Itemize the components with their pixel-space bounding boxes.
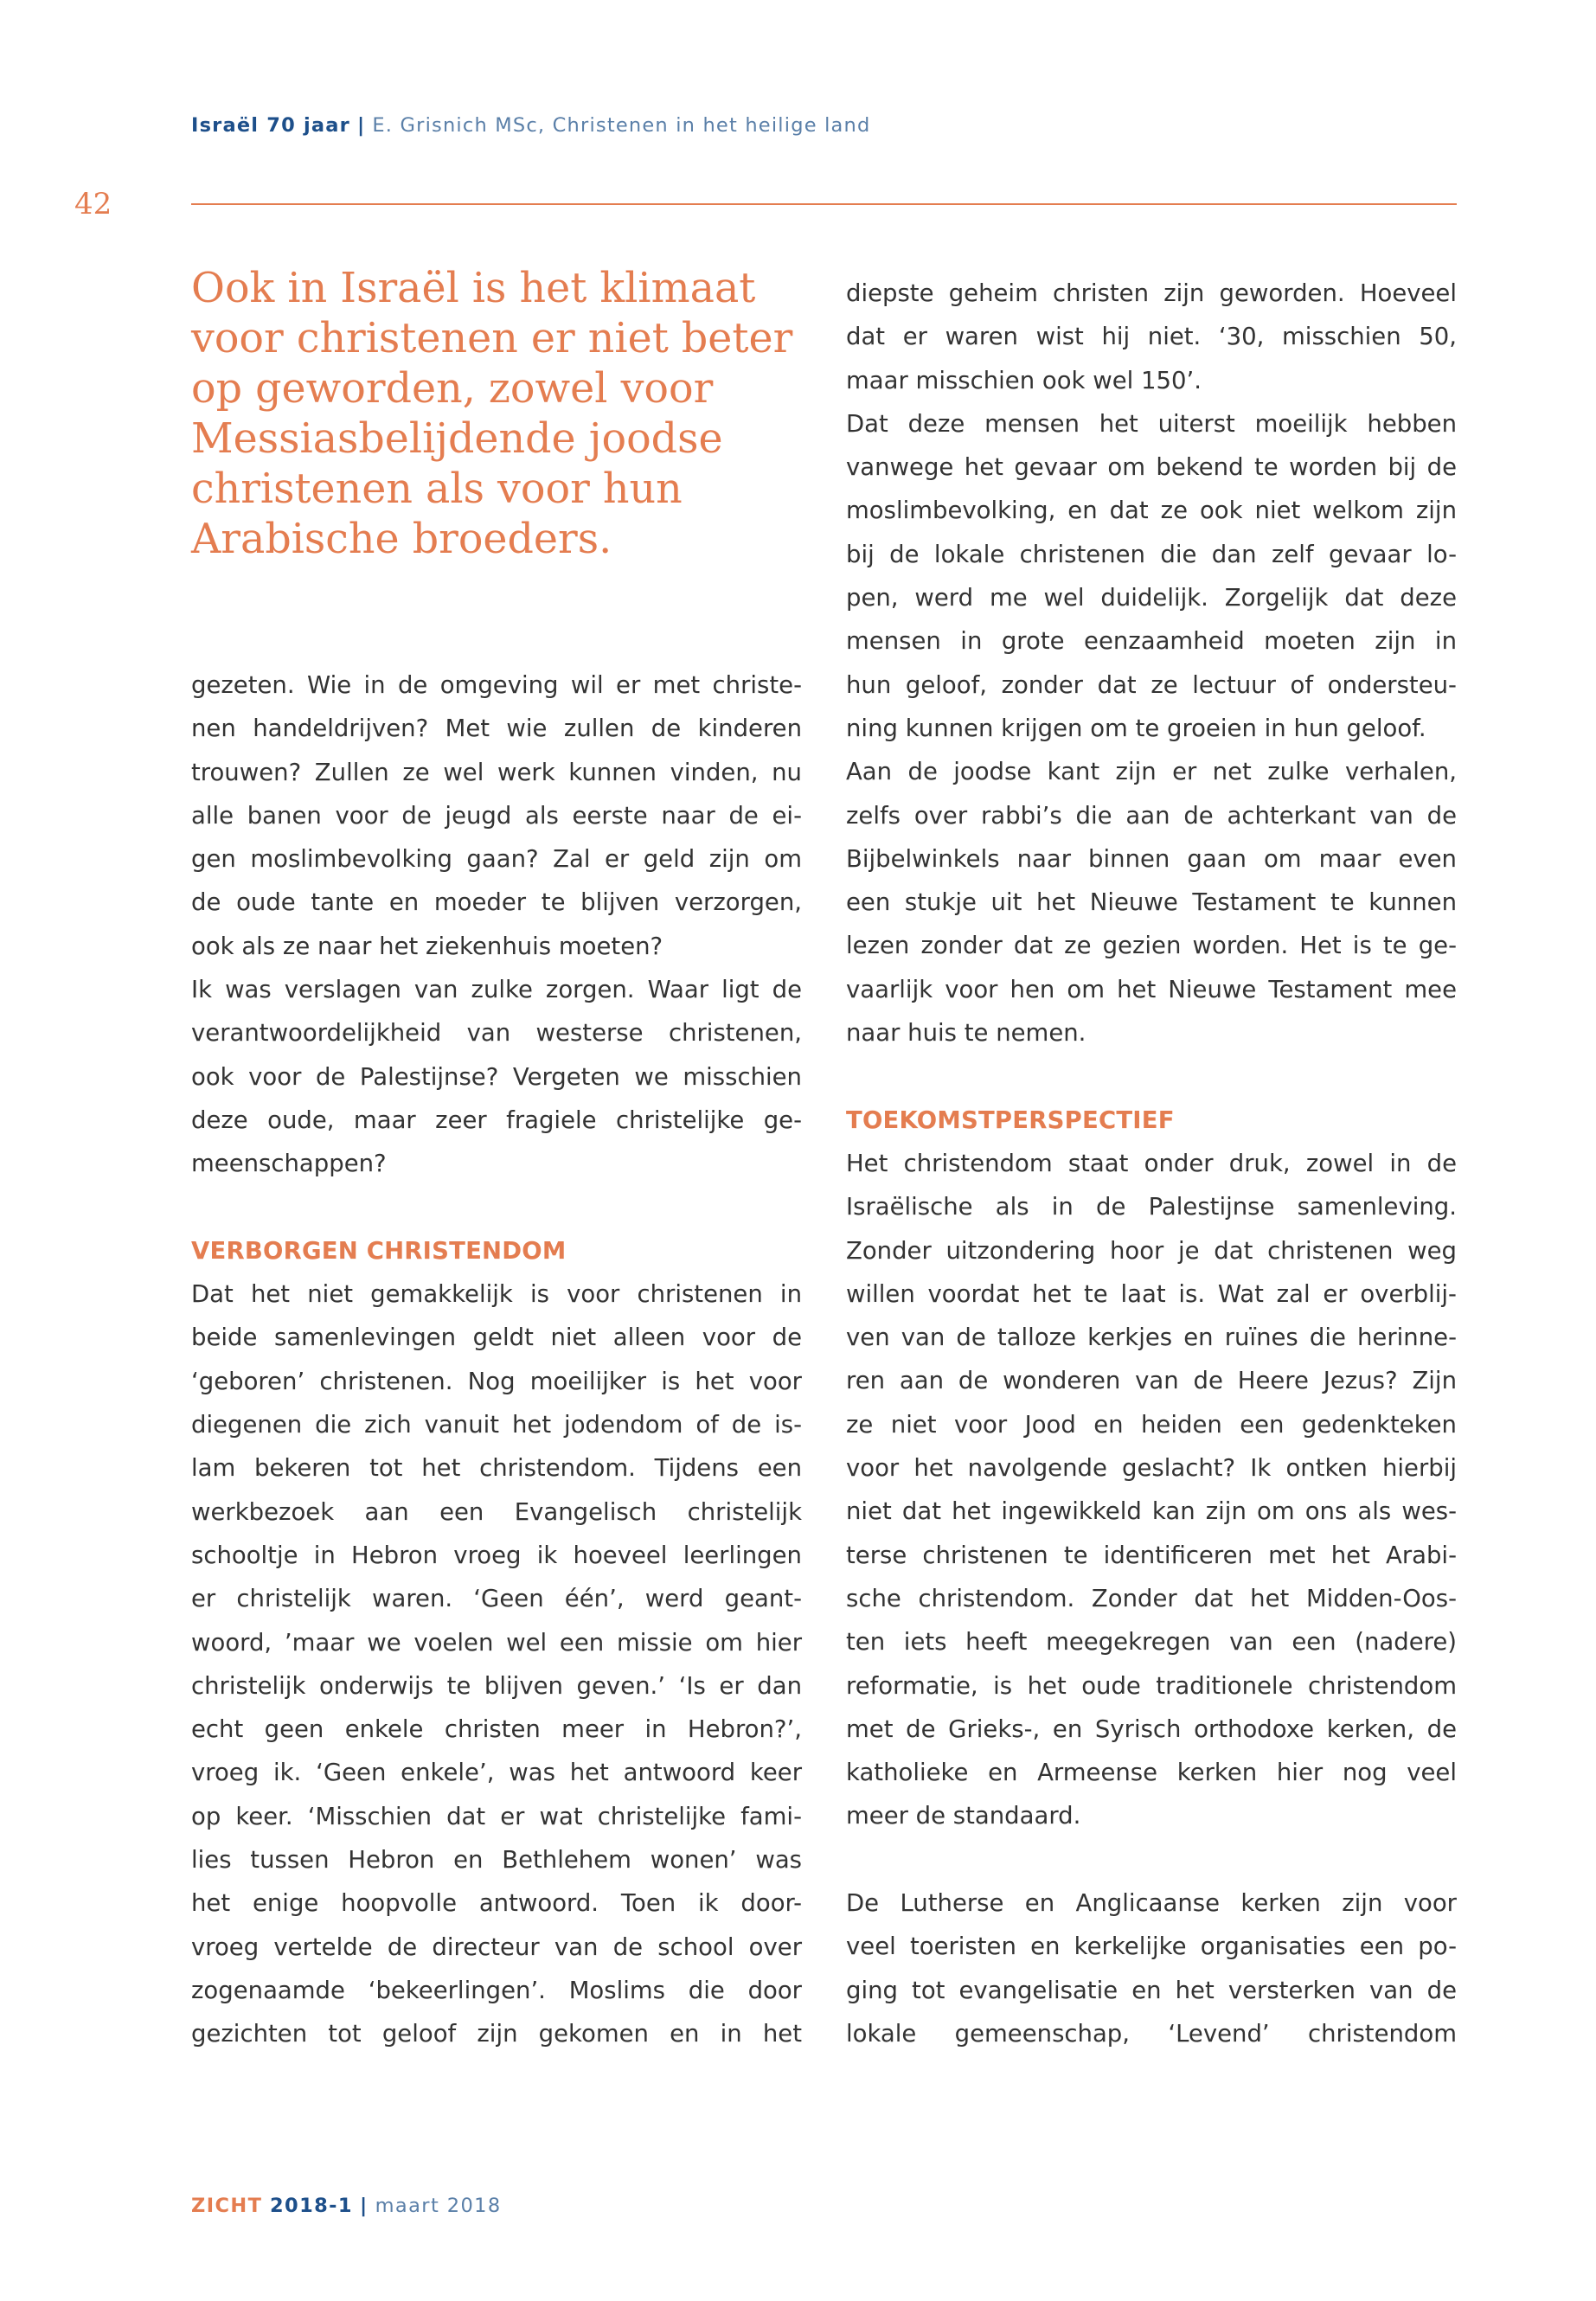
body-line: Zonder uitzondering hoor je dat christenen weg xyxy=(846,1236,1457,1265)
body-line: vroeg vertelde de directeur van de school over xyxy=(191,1932,802,1961)
body-line: terse christenen te identificeren met het Arabi- xyxy=(846,1541,1457,1569)
body-line: vaarlijk voor hen om het Nieuwe Testament mee xyxy=(846,975,1457,1003)
body-line: lam bekeren tot het christendom. Tijdens een xyxy=(191,1454,802,1483)
footer-separator: | xyxy=(359,2195,369,2217)
section-heading-verborgen-christendom: VERBORGEN CHRISTENDOM xyxy=(191,1236,567,1265)
body-line: een stukje uit het Nieuwe Testament te kunnen xyxy=(846,888,1457,917)
body-line: met de Grieks-, en Syrisch orthodoxe kerken, de xyxy=(846,1715,1457,1743)
body-line: ren aan de wonderen van de Heere Jezus? Zijn xyxy=(846,1367,1457,1395)
body-line: sche christendom. Zonder dat het Midden-Oos- xyxy=(846,1584,1457,1612)
body-line: dat er waren wist hij niet. ‘30, misschien 50, xyxy=(846,323,1457,351)
body-line: op keer. ‘Misschien dat er wat christelijke fami- xyxy=(191,1802,802,1830)
body-line: katholieke en Armeense kerken hier nog veel xyxy=(846,1759,1457,1787)
body-line: er christelijk waren. ‘Geen één’, werd geant- xyxy=(191,1585,802,1613)
body-line: echt geen enkele christen meer in Hebron?’, xyxy=(191,1715,802,1744)
page-number: 42 xyxy=(74,187,112,221)
left-text-column xyxy=(191,663,802,2056)
body-line: gezichten tot geloof zijn gekomen en in het xyxy=(191,2020,802,2048)
paragraph-gap xyxy=(846,1838,1457,1881)
body-line: De Lutherse en Anglicaanse kerken zijn voor xyxy=(846,1888,1457,1917)
body-line: ook voor de Palestijnse? Vergeten we misschien xyxy=(191,1062,802,1091)
running-footer xyxy=(191,2195,502,2217)
body-line: voor het navolgende geslacht? Ik ontken hierbij xyxy=(846,1454,1457,1483)
body-line: woord, ’maar we voelen wel een missie om hier xyxy=(191,1628,802,1657)
body-line: ze niet voor Jood en heiden een gedenkteken xyxy=(846,1410,1457,1439)
paragraph-gap xyxy=(846,1054,1457,1098)
body-line: lokale gemeenschap, ‘Levend’ christendom xyxy=(846,2019,1457,2048)
body-line: trouwen? Zullen ze wel werk kunnen vinden, nu xyxy=(191,758,802,786)
body-line: vroeg ik. ‘Geen enkele’, was het antwoord keer xyxy=(191,1759,802,1787)
body-line: hun geloof, zonder dat ze lectuur of ondersteu- xyxy=(846,670,1457,699)
section-heading-toekomstperspectief: TOEKOMSTPERSPECTIEF xyxy=(846,1106,1175,1134)
body-line: het enige hoopvolle antwoord. Toen ik door- xyxy=(191,1889,802,1918)
body-line: Ik was verslagen van zulke zorgen. Waar ligt de xyxy=(191,976,802,1004)
body-line: de oude tante en moeder te blijven verzorgen, xyxy=(191,888,802,917)
body-line: Bijbelwinkels naar binnen gaan om maar even xyxy=(846,844,1457,873)
body-line: schooltje in Hebron vroeg ik hoeveel leerlingen xyxy=(191,1541,802,1569)
body-line: meer de standaard. xyxy=(846,1802,1081,1830)
issue-number: 2018-1 xyxy=(269,2195,353,2217)
body-line: gezeten. Wie in de omgeving wil er met christe- xyxy=(191,671,802,699)
publication-section-title: Israël 70 jaar xyxy=(191,114,350,137)
body-line: ‘geboren’ christenen. Nog moeilijker is het voor xyxy=(191,1367,802,1395)
pull-quote-line: Arabische broeders. xyxy=(191,516,612,563)
body-line: maar misschien ook wel 150’. xyxy=(846,366,1202,394)
body-line: zelfs over rabbi’s die aan de achterkant van de xyxy=(846,801,1457,830)
body-line: bij de lokale christenen die dan zelf gevaar lo- xyxy=(846,540,1457,568)
pull-quote-line: christenen als voor hun xyxy=(191,465,683,513)
body-line: moslimbevolking, en dat ze ook niet welkom zijn xyxy=(846,497,1457,525)
body-line: beide samenlevingen geldt niet alleen voor de xyxy=(191,1324,802,1352)
running-header xyxy=(191,114,1454,137)
right-text-column xyxy=(846,272,1457,2055)
body-line: veel toeristen en kerkelijke organisaties een po- xyxy=(846,1932,1457,1961)
body-line: ging tot evangelisatie en het versterken van de xyxy=(846,1976,1457,2004)
body-line: nen handeldrijven? Met wie zullen de kinderen xyxy=(191,715,802,743)
pull-quote-line: Messiasbelijdende joodse xyxy=(191,415,723,463)
body-line: mensen in grote eenzaamheid moeten zijn in xyxy=(846,627,1457,656)
header-divider xyxy=(191,203,1457,205)
pull-quote-line: op geworden, zowel voor xyxy=(191,365,714,413)
body-line: lezen zonder dat ze gezien worden. Het is te ge- xyxy=(846,932,1457,960)
body-line: ning kunnen krijgen om te groeien in hun geloof. xyxy=(846,714,1426,742)
body-line: Aan de joodse kant zijn er net zulke verhalen, xyxy=(846,758,1457,786)
body-line: lies tussen Hebron en Bethlehem wonen’ was xyxy=(191,1846,802,1875)
body-line: ook als ze naar het ziekenhuis moeten? xyxy=(191,932,663,960)
pull-quote-line: Ook in Israël is het klimaat xyxy=(191,265,756,312)
body-line: diepste geheim christen zijn geworden. Hoeveel xyxy=(846,279,1457,307)
pull-quote-line: voor christenen er niet beter xyxy=(191,315,793,362)
header-separator: | xyxy=(356,114,366,137)
paragraph-gap xyxy=(191,1186,802,1229)
body-line: pen, werd me wel duidelijk. Zorgelijk dat deze xyxy=(846,584,1457,612)
body-line: alle banen voor de jeugd als eerste naar de ei- xyxy=(191,801,802,830)
pull-quote xyxy=(191,264,814,565)
body-line: Dat deze mensen het uiterst moeilijk hebben xyxy=(846,409,1457,438)
body-line: reformatie, is het oude traditionele christendom xyxy=(846,1671,1457,1700)
body-line: Dat het niet gemakkelijk is voor christenen in xyxy=(191,1280,802,1309)
body-line: naar huis te nemen. xyxy=(846,1019,1086,1048)
article-byline: E. Grisnich MSc, Christenen in het heilige land xyxy=(372,114,871,137)
body-line: ven van de talloze kerkjes en ruïnes die herinne- xyxy=(846,1324,1457,1352)
body-line: ten iets heeft meegekregen van een (nadere) xyxy=(846,1628,1457,1657)
magazine-brand: ZICHT xyxy=(191,2195,263,2217)
body-line: willen voordat het te laat is. Wat zal er overblij- xyxy=(846,1279,1457,1308)
body-line: Israëlische als in de Palestijnse samenleving. xyxy=(846,1193,1457,1221)
body-line: werkbezoek aan een Evangelisch christelijk xyxy=(191,1497,802,1526)
body-line: christelijk onderwijs te blijven geven.’ ‘Is er dan xyxy=(191,1671,802,1700)
body-line: zogenaamde ‘bekeerlingen’. Moslims die door xyxy=(191,1976,802,2004)
body-line: meenschappen? xyxy=(191,1150,387,1178)
body-line: diegenen die zich vanuit het jodendom of de is- xyxy=(191,1411,802,1439)
body-line: vanwege het gevaar om bekend te worden bij de xyxy=(846,453,1457,482)
body-line: gen moslimbevolking gaan? Zal er geld zijn om xyxy=(191,845,802,874)
issue-date: maart 2018 xyxy=(375,2195,502,2217)
body-line: Het christendom staat onder druk, zowel in de xyxy=(846,1149,1457,1177)
body-line: verantwoordelijkheid van westerse christenen, xyxy=(191,1019,802,1048)
body-line: niet dat het ingewikkeld kan zijn om ons als wes- xyxy=(846,1497,1457,1526)
body-line: deze oude, maar zeer fragiele christelijke ge- xyxy=(191,1106,802,1134)
